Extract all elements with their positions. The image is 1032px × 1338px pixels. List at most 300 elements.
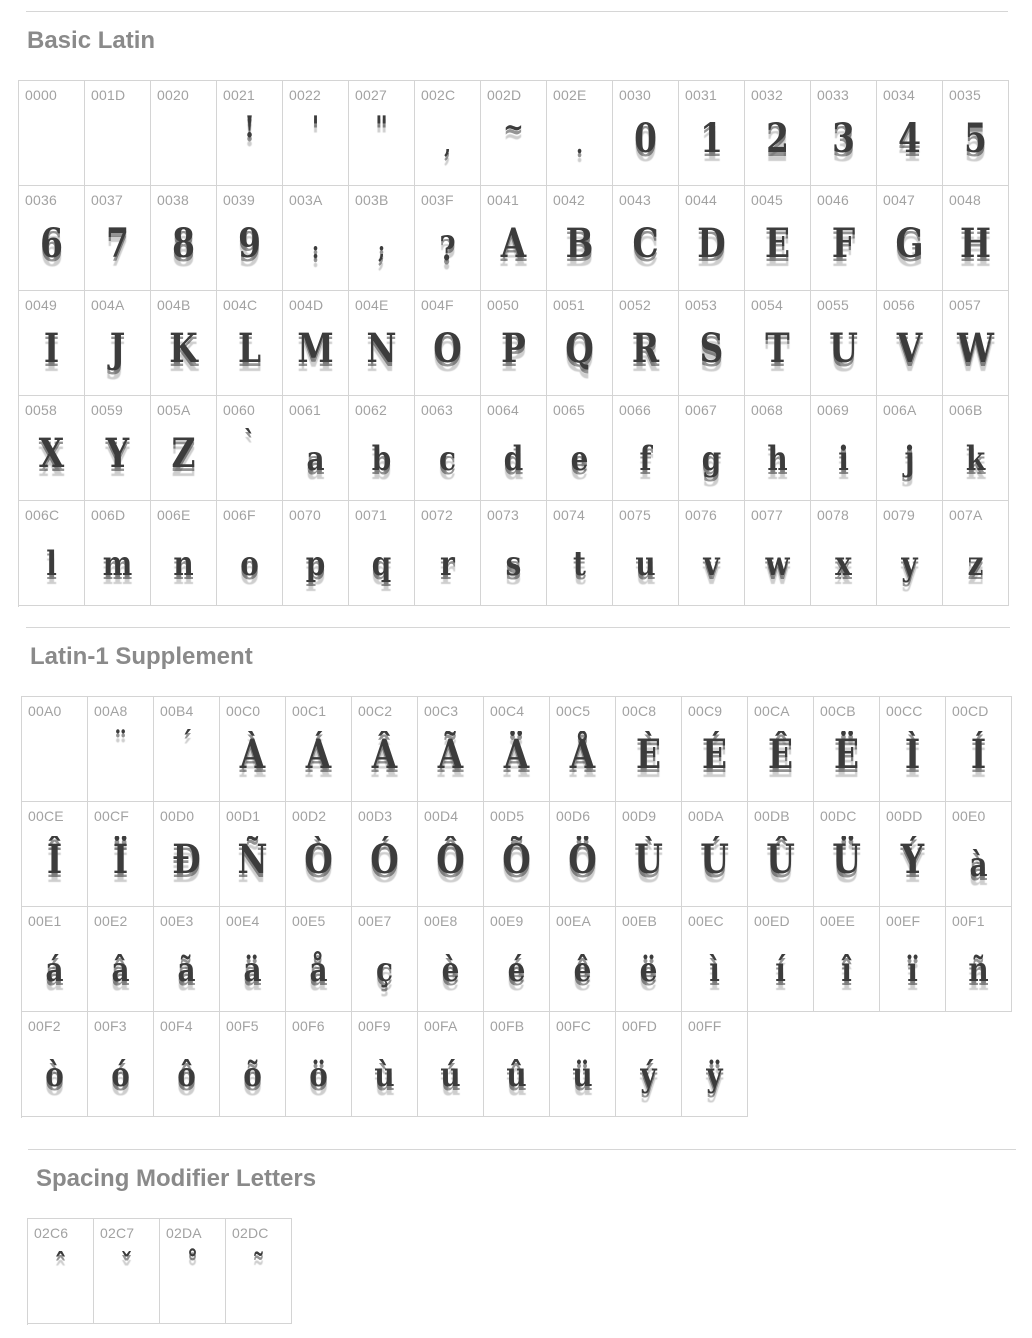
codepoint-label: 00C9 <box>688 703 723 719</box>
codepoint-label: 00EC <box>688 913 724 929</box>
glyph-cell <box>88 907 154 1012</box>
divider-top <box>26 11 1008 12</box>
glyph-cell <box>418 907 484 1012</box>
codepoint-label: 0072 <box>421 507 453 523</box>
glyph-sample: a <box>306 439 325 479</box>
glyph-sample: Ô <box>436 836 465 883</box>
glyph-sample: Ó <box>370 836 399 883</box>
codepoint-label: 00D4 <box>424 808 459 824</box>
glyph-sample: b <box>371 439 392 479</box>
glyph-sample: Ã <box>437 731 464 778</box>
glyph-cell <box>19 501 85 606</box>
glyph-sample: o <box>240 544 259 584</box>
glyph-cell <box>415 396 481 501</box>
glyph-cell <box>679 501 745 606</box>
glyph-cell <box>811 291 877 396</box>
glyph-sample: s <box>505 544 522 584</box>
glyph-cell <box>943 501 1009 606</box>
glyph-cell <box>745 396 811 501</box>
codepoint-label: 00E5 <box>292 913 326 929</box>
codepoint-label: 0022 <box>289 87 321 103</box>
glyph-cell <box>682 697 748 802</box>
codepoint-label: 0075 <box>619 507 651 523</box>
glyph-cell <box>679 186 745 291</box>
glyph-sample: B <box>565 220 594 267</box>
glyph-sample: u <box>635 544 656 584</box>
codepoint-label: 00A8 <box>94 703 128 719</box>
codepoint-label: 00E3 <box>160 913 194 929</box>
glyph-cell <box>19 396 85 501</box>
codepoint-label: 0065 <box>553 402 585 418</box>
glyph-cell <box>85 501 151 606</box>
glyph-sample: ô <box>177 1055 196 1095</box>
glyph-cell <box>748 802 814 907</box>
glyph-cell <box>877 186 943 291</box>
glyph-cell <box>154 802 220 907</box>
glyph-sample: ˆ <box>54 1248 67 1283</box>
glyph-sample: Ò <box>304 836 333 883</box>
glyph-sample: r <box>440 544 455 584</box>
glyph-cell <box>286 907 352 1012</box>
codepoint-label: 00D3 <box>358 808 393 824</box>
glyph-cell <box>349 186 415 291</box>
glyph-sample: R <box>631 325 660 372</box>
glyph-cell <box>283 396 349 501</box>
glyph-sample: G <box>895 220 924 267</box>
glyph-sample: C <box>632 220 659 267</box>
codepoint-label: 004C <box>223 297 258 313</box>
glyph-sample: Q <box>565 325 594 372</box>
glyph-sample: w <box>765 544 790 584</box>
glyph-cell <box>418 1012 484 1117</box>
codepoint-label: 0071 <box>355 507 387 523</box>
glyph-sample: õ <box>243 1055 262 1095</box>
codepoint-label: 02C6 <box>34 1225 69 1241</box>
glyph-cell <box>85 291 151 396</box>
glyph-sample: S <box>699 325 724 372</box>
codepoint-label: 004D <box>289 297 324 313</box>
glyph-sample: V <box>896 325 923 372</box>
codepoint-label: 0039 <box>223 192 255 208</box>
codepoint-label: 0027 <box>355 87 387 103</box>
glyph-cell <box>349 291 415 396</box>
glyph-grid-spacing-modifier-letters <box>27 1218 292 1325</box>
glyph-sample: Ë <box>833 731 860 778</box>
glyph-sample: ê <box>573 950 592 990</box>
glyph-cell <box>286 1012 352 1117</box>
codepoint-label: 0032 <box>751 87 783 103</box>
glyph-cell <box>415 81 481 186</box>
codepoint-label: 0043 <box>619 192 651 208</box>
glyph-cell <box>151 81 217 186</box>
glyph-cell <box>160 1219 226 1324</box>
codepoint-label: 00EF <box>886 913 921 929</box>
glyph-cell <box>286 697 352 802</box>
codepoint-label: 0056 <box>883 297 915 313</box>
glyph-sample: ö <box>309 1055 328 1095</box>
glyph-cell <box>481 81 547 186</box>
codepoint-label: 00A0 <box>28 703 62 719</box>
codepoint-label: 02DC <box>232 1225 269 1241</box>
codepoint-label: 00DA <box>688 808 724 824</box>
glyph-cell <box>286 802 352 907</box>
glyph-cell <box>811 186 877 291</box>
glyph-cell <box>745 291 811 396</box>
glyph-cell <box>151 501 217 606</box>
codepoint-label: 0063 <box>421 402 453 418</box>
divider-spacing-modifier <box>28 1149 1016 1150</box>
glyph-sample: ë <box>639 950 658 990</box>
glyph-sample: á <box>45 950 64 990</box>
glyph-sample: ÿ <box>706 1055 723 1095</box>
glyph-cell <box>22 907 88 1012</box>
glyph-sample: Å <box>569 731 596 778</box>
glyph-cell <box>550 697 616 802</box>
glyph-cell <box>415 501 481 606</box>
codepoint-label: 00D5 <box>490 808 525 824</box>
glyph-sample: t <box>573 544 586 584</box>
glyph-cell <box>481 396 547 501</box>
codepoint-label: 002D <box>487 87 522 103</box>
codepoint-label: 006C <box>25 507 60 523</box>
codepoint-label: 0021 <box>223 87 255 103</box>
glyph-cell <box>220 697 286 802</box>
glyph-sample: A <box>500 220 527 267</box>
glyph-sample: ó <box>111 1055 130 1095</box>
glyph-cell <box>484 1012 550 1117</box>
codepoint-label: 0079 <box>883 507 915 523</box>
codepoint-label: 0059 <box>91 402 123 418</box>
codepoint-label: 002C <box>421 87 456 103</box>
glyph-sample: 2 <box>766 115 789 162</box>
glyph-cell <box>811 396 877 501</box>
glyph-cell <box>88 1012 154 1117</box>
codepoint-label: 0037 <box>91 192 123 208</box>
glyph-sample: ´ <box>180 726 193 761</box>
codepoint-label: 00C1 <box>292 703 327 719</box>
glyph-sample: û <box>506 1055 527 1095</box>
glyph-cell <box>943 396 1009 501</box>
glyph-sample: Y <box>105 430 130 477</box>
codepoint-label: 0034 <box>883 87 915 103</box>
glyph-cell <box>217 396 283 501</box>
glyph-cell <box>547 291 613 396</box>
glyph-sample: Ö <box>568 836 597 883</box>
glyph-sample: l <box>46 544 57 584</box>
glyph-sample: H <box>959 220 991 267</box>
glyph-sample: Ï <box>112 836 129 883</box>
codepoint-label: 00CE <box>28 808 64 824</box>
glyph-cell <box>349 501 415 606</box>
glyph-sample: ? <box>439 229 456 269</box>
glyph-cell <box>946 697 1012 802</box>
codepoint-label: 0077 <box>751 507 783 523</box>
glyph-cell <box>220 802 286 907</box>
codepoint-label: 00E7 <box>358 913 392 929</box>
glyph-sample: F <box>831 220 856 267</box>
codepoint-label: 00DC <box>820 808 857 824</box>
glyph-cell <box>814 697 880 802</box>
codepoint-label: 00C0 <box>226 703 261 719</box>
glyph-cell <box>877 81 943 186</box>
glyph-sample: M <box>297 325 334 372</box>
codepoint-label: 0046 <box>817 192 849 208</box>
glyph-sample: 4 <box>898 115 921 162</box>
codepoint-label: 0066 <box>619 402 651 418</box>
codepoint-label: 0050 <box>487 297 519 313</box>
codepoint-label: 0062 <box>355 402 387 418</box>
glyph-cell <box>154 697 220 802</box>
glyph-sample: , <box>444 130 451 159</box>
glyph-cell <box>415 291 481 396</box>
codepoint-label: 00F5 <box>226 1018 259 1034</box>
glyph-cell <box>877 501 943 606</box>
codepoint-label: 0038 <box>157 192 189 208</box>
glyph-sample: 0 <box>634 115 657 162</box>
codepoint-label: 00E0 <box>952 808 986 824</box>
glyph-cell <box>748 907 814 1012</box>
codepoint-label: 003B <box>355 192 389 208</box>
codepoint-label: 0049 <box>25 297 57 313</box>
glyph-cell <box>484 697 550 802</box>
glyph-sample: O <box>433 325 462 372</box>
glyph-cell <box>550 907 616 1012</box>
codepoint-label: 0073 <box>487 507 519 523</box>
glyph-sample: å <box>309 950 328 990</box>
glyph-cell <box>484 802 550 907</box>
glyph-cell <box>682 802 748 907</box>
codepoint-label: 0052 <box>619 297 651 313</box>
glyph-sample: v <box>703 544 720 584</box>
glyph-sample: ~ <box>503 110 524 145</box>
glyph-cell <box>748 697 814 802</box>
codepoint-label: 0051 <box>553 297 585 313</box>
glyph-cell <box>547 186 613 291</box>
glyph-cell <box>283 291 349 396</box>
glyph-cell <box>745 501 811 606</box>
codepoint-label: 00F4 <box>160 1018 193 1034</box>
codepoint-label: 00EB <box>622 913 658 929</box>
codepoint-label: 00CA <box>754 703 790 719</box>
glyph-cell <box>877 291 943 396</box>
codepoint-label: 002E <box>553 87 587 103</box>
glyph-cell <box>85 396 151 501</box>
glyph-sample: ä <box>243 950 262 990</box>
glyph-sample: Á <box>305 731 332 778</box>
section-title-spacing-modifier-letters: Spacing Modifier Letters <box>36 1165 317 1192</box>
glyph-sample: ˜ <box>252 1248 265 1283</box>
glyph-sample: ü <box>572 1055 593 1095</box>
glyph-sample: " <box>375 110 388 145</box>
codepoint-label: 0064 <box>487 402 519 418</box>
glyph-cell <box>745 186 811 291</box>
glyph-cell <box>550 802 616 907</box>
codepoint-label: 006B <box>949 402 983 418</box>
glyph-sample: Ú <box>700 836 729 883</box>
codepoint-label: 0036 <box>25 192 57 208</box>
glyph-cell <box>484 907 550 1012</box>
glyph-cell <box>22 802 88 907</box>
glyph-sample: ˇ <box>120 1248 133 1283</box>
glyph-sample: É <box>701 731 728 778</box>
codepoint-label: 00D0 <box>160 808 195 824</box>
codepoint-label: 004A <box>91 297 125 313</box>
codepoint-label: 0070 <box>289 507 321 523</box>
glyph-sample: Ý <box>900 836 925 883</box>
codepoint-label: 00FC <box>556 1018 592 1034</box>
codepoint-label: 00F6 <box>292 1018 325 1034</box>
glyph-sample: K <box>169 325 198 372</box>
glyph-cell <box>352 1012 418 1117</box>
glyph-sample: e <box>570 439 589 479</box>
codepoint-label: 02DA <box>166 1225 202 1241</box>
codepoint-label: 0060 <box>223 402 255 418</box>
glyph-cell <box>811 501 877 606</box>
codepoint-label: 0058 <box>25 402 57 418</box>
glyph-sample: ò <box>45 1055 64 1095</box>
glyph-cell <box>217 501 283 606</box>
codepoint-label: 00C8 <box>622 703 657 719</box>
glyph-cell <box>547 501 613 606</box>
codepoint-label: 00FF <box>688 1018 722 1034</box>
codepoint-label: 0035 <box>949 87 981 103</box>
glyph-cell <box>352 802 418 907</box>
glyph-cell <box>481 186 547 291</box>
codepoint-label: 00D1 <box>226 808 261 824</box>
glyph-sample: 1 <box>700 115 723 162</box>
glyph-cell <box>547 396 613 501</box>
glyph-cell <box>616 1012 682 1117</box>
section-title-latin-1-supplement: Latin-1 Supplement <box>30 643 253 670</box>
codepoint-label: 00FB <box>490 1018 525 1034</box>
glyph-cell <box>616 907 682 1012</box>
glyph-sample: W <box>957 325 994 372</box>
glyph-sample: y <box>901 544 918 584</box>
codepoint-label: 0041 <box>487 192 519 208</box>
codepoint-label: 006E <box>157 507 191 523</box>
glyph-cell <box>679 396 745 501</box>
glyph-cell <box>547 81 613 186</box>
codepoint-label: 00FD <box>622 1018 658 1034</box>
codepoint-label: 00FA <box>424 1018 458 1034</box>
codepoint-label: 005A <box>157 402 191 418</box>
glyph-cell <box>415 186 481 291</box>
glyph-sample: U <box>829 325 858 372</box>
glyph-cell <box>616 802 682 907</box>
codepoint-label: 00F1 <box>952 913 985 929</box>
glyph-cell <box>943 291 1009 396</box>
glyph-sample: Â <box>371 731 398 778</box>
glyph-sample: ý <box>640 1055 657 1095</box>
glyph-sample: ã <box>177 950 196 990</box>
glyph-cell <box>22 697 88 802</box>
glyph-sample: k <box>965 439 986 479</box>
codepoint-label: 0031 <box>685 87 717 103</box>
codepoint-label: 02C7 <box>100 1225 135 1241</box>
glyph-sample: E <box>764 220 791 267</box>
glyph-sample: 6 <box>40 220 63 267</box>
glyph-cell <box>220 1012 286 1117</box>
glyph-cell <box>814 802 880 907</box>
glyph-cell <box>217 81 283 186</box>
glyph-cell <box>19 186 85 291</box>
codepoint-label: 007A <box>949 507 983 523</box>
glyph-cell <box>352 697 418 802</box>
glyph-sample: m <box>102 544 133 584</box>
glyph-sample: ˚ <box>186 1248 199 1283</box>
glyph-sample: X <box>38 430 65 477</box>
glyph-sample: f <box>639 439 652 479</box>
glyph-sample: 9 <box>238 220 261 267</box>
codepoint-label: 0054 <box>751 297 783 313</box>
codepoint-label: 0053 <box>685 297 717 313</box>
codepoint-label: 00E9 <box>490 913 524 929</box>
glyph-cell <box>85 186 151 291</box>
glyph-sample: Ü <box>832 836 861 883</box>
codepoint-label: 00DB <box>754 808 790 824</box>
glyph-cell <box>946 907 1012 1012</box>
glyph-cell <box>88 802 154 907</box>
codepoint-label: 0074 <box>553 507 585 523</box>
glyph-cell <box>151 291 217 396</box>
glyph-cell <box>28 1219 94 1324</box>
codepoint-label: 0067 <box>685 402 717 418</box>
glyph-sample: h <box>767 439 788 479</box>
glyph-cell <box>682 1012 748 1117</box>
glyph-sample: ú <box>440 1055 461 1095</box>
glyph-sample: Z <box>171 430 196 477</box>
glyph-sample: ù <box>374 1055 395 1095</box>
codepoint-label: 00E2 <box>94 913 128 929</box>
glyph-sample: À <box>239 731 266 778</box>
codepoint-label: 00CD <box>952 703 989 719</box>
glyph-sample: Ð <box>172 836 201 883</box>
glyph-cell <box>226 1219 292 1324</box>
glyph-cell <box>481 501 547 606</box>
codepoint-label: 00EA <box>556 913 592 929</box>
glyph-sample: Ñ <box>237 836 268 883</box>
glyph-sample: i <box>838 439 849 479</box>
section-title-basic-latin: Basic Latin <box>27 27 156 54</box>
glyph-sample: J <box>109 325 126 372</box>
codepoint-label: 006F <box>223 507 256 523</box>
glyph-cell <box>418 697 484 802</box>
glyph-sample: î <box>841 950 852 990</box>
glyph-sample: È <box>635 731 662 778</box>
codepoint-label: 00E8 <box>424 913 458 929</box>
codepoint-label: 00E1 <box>28 913 62 929</box>
glyph-sample: ` <box>243 425 256 460</box>
glyph-sample: c <box>439 439 456 479</box>
glyph-cell <box>814 907 880 1012</box>
glyph-sample: j <box>904 439 915 479</box>
glyph-cell <box>151 396 217 501</box>
glyph-sample: ñ <box>968 950 989 990</box>
glyph-cell <box>943 186 1009 291</box>
glyph-sample: q <box>371 544 392 584</box>
glyph-sample: ì <box>709 950 720 990</box>
glyph-cell <box>154 1012 220 1117</box>
glyph-sample: g <box>701 439 722 479</box>
glyph-sample: Í <box>970 731 987 778</box>
glyph-cell <box>811 81 877 186</box>
glyph-cell <box>613 186 679 291</box>
glyph-cell <box>217 291 283 396</box>
glyph-cell <box>613 501 679 606</box>
glyph-sample: 8 <box>172 220 195 267</box>
codepoint-label: 0020 <box>157 87 189 103</box>
codepoint-label: 004E <box>355 297 389 313</box>
